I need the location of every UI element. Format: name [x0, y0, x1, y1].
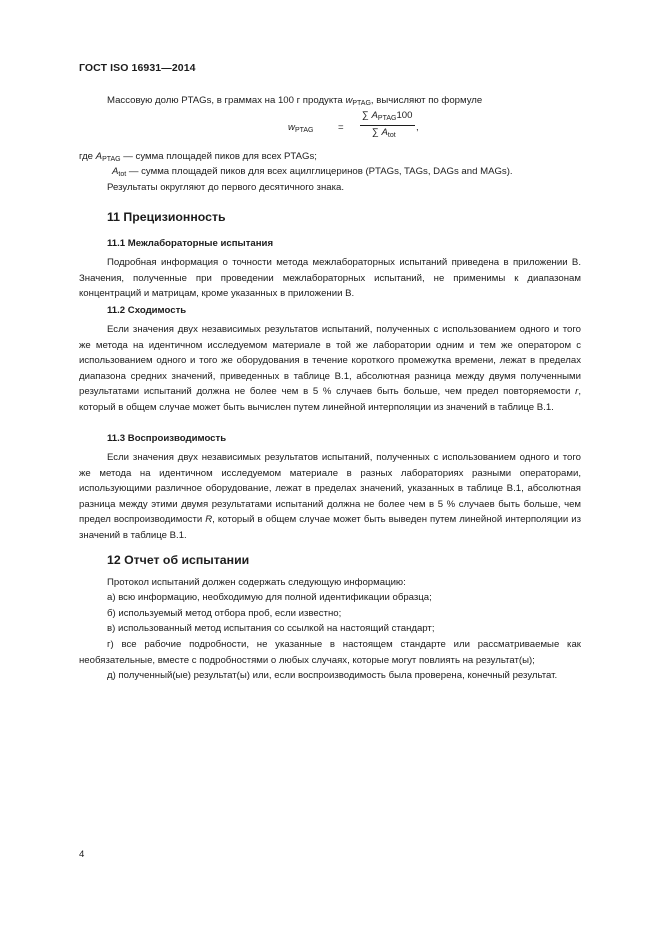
where-line-1: где $A_{PTAG}$ — сумма площадей пиков для всех PTAGs;: [79, 151, 317, 163]
formula-numerator: ∑ $A_{PTAG}100$: [362, 110, 413, 122]
section-11-1-title: 11.1 Межлабораторные испытания: [107, 238, 274, 249]
section-12-title: 12 Отчет об испытании: [107, 553, 250, 567]
page-number: 4: [79, 849, 85, 860]
report-lead: Протокол испытаний должен содержать следующую информацию:: [107, 577, 406, 588]
ptag-formula: $w_{PTAG}$ = ∑ $A_{PTAG}100$ ∑ $A_{tot}$ ,: [288, 110, 419, 139]
fraction-bar: [360, 125, 415, 126]
report-item-b: б) используемый метод отбора проб, если известно;: [107, 608, 342, 619]
section-11-1-text: Подробная информация о точности метода межлабораторных испытаний приведена в приложении В. Значения, полученные при проведении межлабораторных испытаний, не применимы к диапазонам концентраций и матрицам, кроме указанных в приложении В.: [79, 257, 581, 300]
where-line-2: $A_{tot}$ — сумма площадей пиков для всех ацилглицеринов (PTAGs, TAGs, DAGs and MAGs).: [112, 166, 513, 178]
document-header: ГОСТ ISO 16931—2014: [79, 62, 196, 74]
report-item-c: в) использованный метод испытания со ссылкой на настоящий стандарт;: [107, 623, 435, 634]
formula-intro: Массовую долю PTAGs, в граммах на 100 г продукта $w_{PTAG}$, вычисляют по формуле: [107, 95, 483, 107]
report-item-e: д) полученный(ые) результат(ы) или, если воспроизводимость была проверена, конечный результат.: [107, 670, 558, 681]
rounding-note: Результаты округляют до первого десятичного знака.: [107, 182, 344, 193]
section-11-2-text: Если значения двух независимых результатов испытаний, полученных с использованием одного и того же метода на идентичном исследуемом материале в той же лаборатории одним и тем же оператором с использованием одного и того же оборудования в течение короткого промежутка времени, лежат в пределах диапазона средних значений, приведенных в таблице В.1, абсолютная разница между двумя полученными результатами испытаний должна не более чем в 5 % случаев быть больше, чем предел повторяемости r, который в общем случае может быть вычислен путем линейной интерполяции из значений в таблице В.1.: [79, 324, 581, 413]
report-item-a: а) всю информацию, необходимую для полной идентификации образца;: [107, 592, 432, 603]
section-11-3-text: Если значения двух независимых результатов испытаний, полученных с использованием одного и того же метода на идентичном исследуемом материале в разных лабораториях разными операторами, использующими различное оборудование, лежат в пределах значений, указанных в таблице В.1, абсолютная разница между этими двумя результатами испытаний должна не более чем в 5 % случаев быть больше, чем предел воспроизводимости R, который в общем случае может быть выведен путем линейной интерполяции из значений в таблице В.1.: [79, 452, 581, 541]
section-11-title: 11 Прецизионность: [107, 210, 226, 224]
section-11-3-title: 11.3 Воспроизводимость: [107, 433, 227, 444]
formula-denominator: ∑ $A_{tot}$: [372, 127, 396, 139]
report-item-d: г) все рабочие подробности, не указанные в настоящем стандарте или рассматриваемые как необязательные, вместе с подробностями о любых случаях, которые могут повлиять на результат(ы);: [79, 639, 581, 666]
section-11-2-title: 11.2 Сходимость: [107, 305, 187, 316]
